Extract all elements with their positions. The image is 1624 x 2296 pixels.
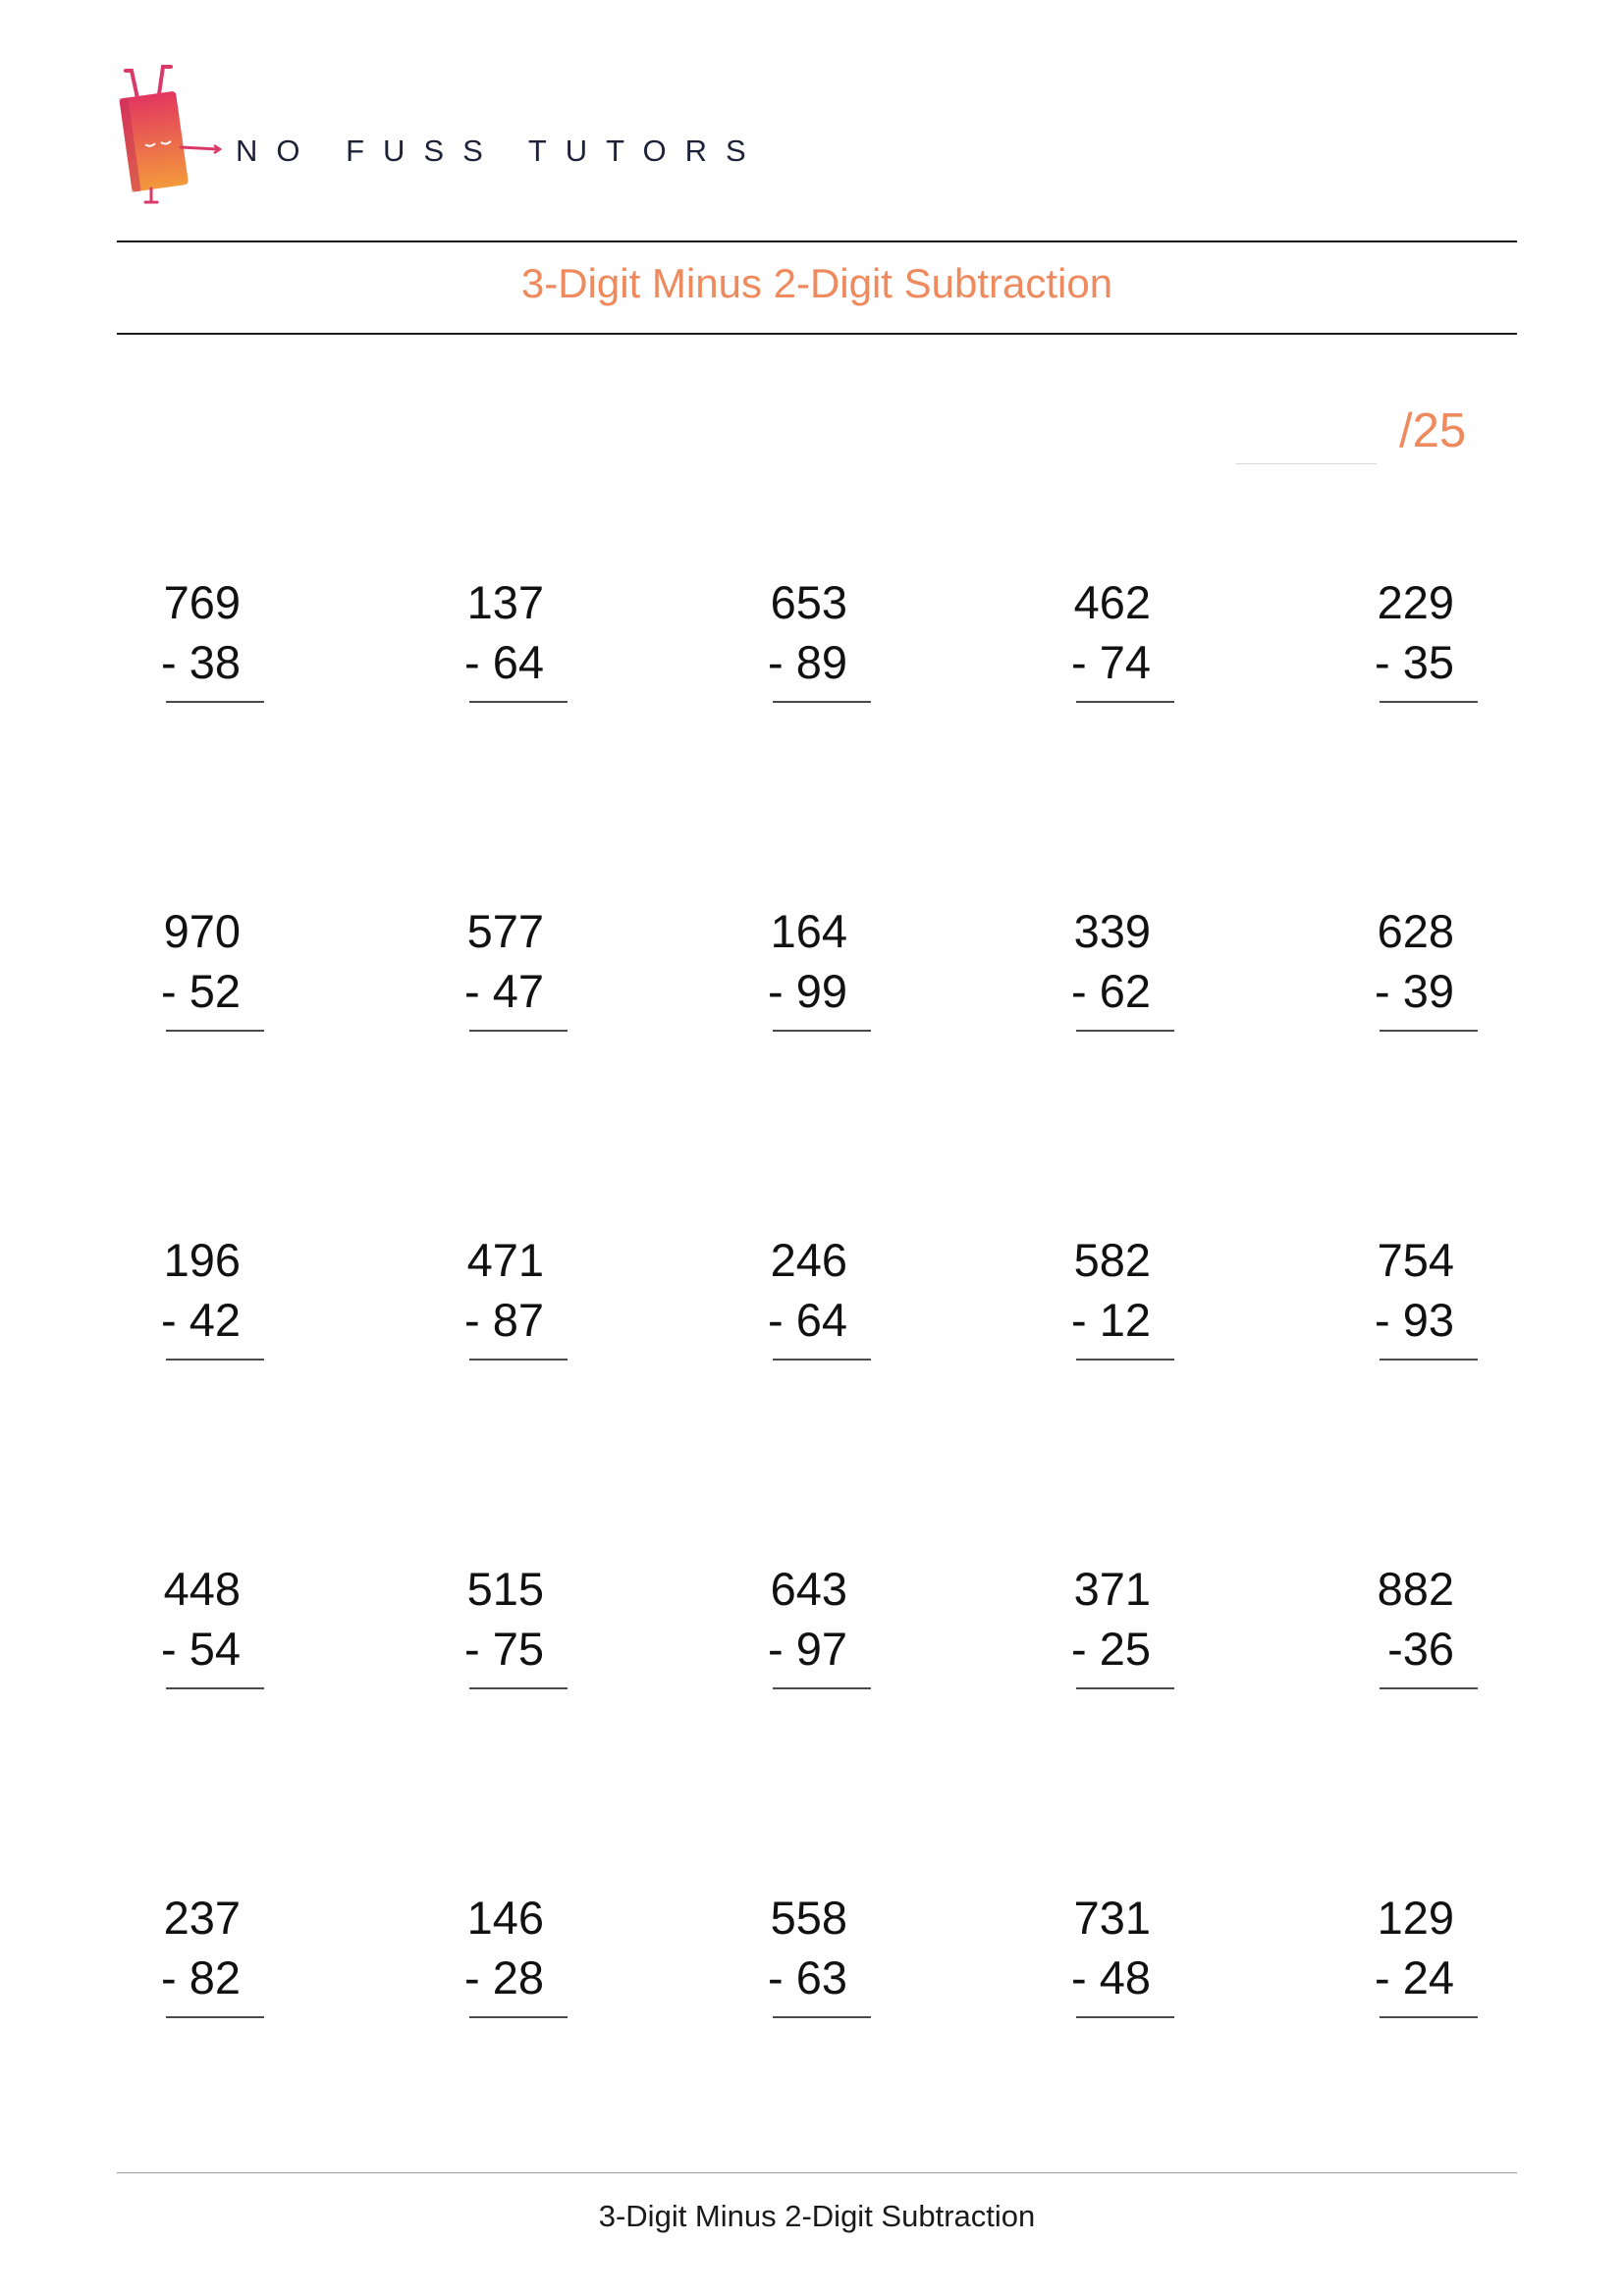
minuend: 246 (770, 1234, 847, 1286)
answer-line[interactable] (1076, 2016, 1174, 2018)
minuend: 628 (1377, 905, 1454, 957)
problem (753, 1562, 881, 1709)
problem (146, 575, 274, 722)
subtrahend: - 47 (464, 965, 544, 1017)
subtrahend: - 97 (768, 1623, 847, 1675)
footer-title: 3-Digit Minus 2-Digit Subtraction (598, 2199, 1036, 2233)
answer-line[interactable] (1380, 1030, 1478, 1032)
subtrahend: - 64 (768, 1294, 847, 1346)
answer-line[interactable] (1076, 1687, 1174, 1689)
subtrahend: - 87 (464, 1294, 544, 1346)
problem (1360, 1562, 1488, 1709)
minuend: 471 (466, 1234, 544, 1286)
subtrahend: - 54 (161, 1623, 241, 1675)
problem (450, 904, 577, 1051)
answer-line[interactable] (1076, 1359, 1174, 1361)
answer-line[interactable] (773, 1030, 871, 1032)
problem (1056, 1233, 1184, 1380)
minuend: 653 (770, 576, 847, 628)
answer-line[interactable] (1380, 1687, 1478, 1689)
subtrahend: - 74 (1071, 636, 1151, 688)
minuend: 164 (770, 905, 847, 957)
answer-line[interactable] (166, 1687, 264, 1689)
answer-line[interactable] (469, 1359, 568, 1361)
minuend: 448 (163, 1563, 241, 1615)
subtrahend: - 38 (161, 636, 241, 688)
problem (1360, 904, 1488, 1051)
minuend: 769 (163, 576, 241, 628)
problem (1360, 1233, 1488, 1380)
minuend: 196 (163, 1234, 241, 1286)
answer-line[interactable] (773, 2016, 871, 2018)
minuend: 237 (163, 1892, 241, 1944)
minuend: 137 (466, 576, 544, 628)
minuend: 558 (770, 1892, 847, 1944)
minuend: 339 (1073, 905, 1151, 957)
answer-line[interactable] (469, 2016, 568, 2018)
minuend: 129 (1377, 1892, 1454, 1944)
problem (1056, 904, 1184, 1051)
minuend: 882 (1377, 1563, 1454, 1615)
subtrahend: - 75 (464, 1623, 544, 1675)
subtrahend: - 25 (1071, 1623, 1151, 1675)
answer-line[interactable] (1076, 701, 1174, 703)
subtrahend: - 28 (464, 1951, 544, 2003)
subtrahend: - 24 (1375, 1951, 1454, 2003)
subtrahend: - 12 (1071, 1294, 1151, 1346)
worksheet-title: 3-Digit Minus 2-Digit Subtraction (520, 260, 1113, 306)
subtrahend: - 89 (768, 636, 847, 688)
minuend: 731 (1073, 1892, 1151, 1944)
problem (450, 1891, 577, 2038)
problem (146, 1562, 274, 1709)
answer-line[interactable] (1380, 1359, 1478, 1361)
answer-line[interactable] (1380, 2016, 1478, 2018)
problem (753, 1233, 881, 1380)
minuend: 462 (1073, 576, 1151, 628)
minuend: 582 (1073, 1234, 1151, 1286)
subtrahend: - 42 (161, 1294, 241, 1346)
answer-line[interactable] (1380, 701, 1478, 703)
minuend: 146 (466, 1892, 544, 1944)
problem (1360, 575, 1488, 722)
problem (146, 904, 274, 1051)
brand-name: NO FUSS TUTORS (236, 133, 765, 168)
subtrahend: - 63 (768, 1951, 847, 2003)
problem (1056, 575, 1184, 722)
minuend: 577 (466, 905, 544, 957)
answer-line[interactable] (166, 1359, 264, 1361)
subtrahend: -36 (1387, 1623, 1454, 1675)
problem (1056, 1562, 1184, 1709)
problem (450, 1562, 577, 1709)
problem (450, 575, 577, 722)
problem (753, 1891, 881, 2038)
subtrahend: - 52 (161, 965, 241, 1017)
minuend: 643 (770, 1563, 847, 1615)
problem (1360, 1891, 1488, 2038)
problem (146, 1233, 274, 1380)
subtrahend: - 48 (1071, 1951, 1151, 2003)
subtrahend: - 64 (464, 636, 544, 688)
minuend: 515 (466, 1563, 544, 1615)
problem (1056, 1891, 1184, 2038)
answer-line[interactable] (166, 1030, 264, 1032)
minuend: 754 (1377, 1234, 1454, 1286)
subtrahend: - 93 (1375, 1294, 1454, 1346)
subtrahend: - 82 (161, 1951, 241, 2003)
score-total: /25 (1399, 404, 1467, 457)
footer-rule (117, 2172, 1517, 2173)
answer-line[interactable] (166, 701, 264, 703)
subtrahend: - 99 (768, 965, 847, 1017)
minuend: 229 (1377, 576, 1454, 628)
answer-line[interactable] (469, 1687, 568, 1689)
problem (753, 575, 881, 722)
problem (753, 904, 881, 1051)
answer-line[interactable] (773, 1359, 871, 1361)
problem (450, 1233, 577, 1380)
answer-line[interactable] (469, 1030, 568, 1032)
answer-line[interactable] (1076, 1030, 1174, 1032)
problem (146, 1891, 274, 2038)
minuend: 970 (163, 905, 241, 957)
answer-line[interactable] (166, 2016, 264, 2018)
subtrahend: - 62 (1071, 965, 1151, 1017)
subtrahend: - 35 (1375, 636, 1454, 688)
answer-line[interactable] (773, 701, 871, 703)
minuend: 371 (1073, 1563, 1151, 1615)
subtrahend: - 39 (1375, 965, 1454, 1017)
answer-line[interactable] (773, 1687, 871, 1689)
answer-line[interactable] (469, 701, 568, 703)
